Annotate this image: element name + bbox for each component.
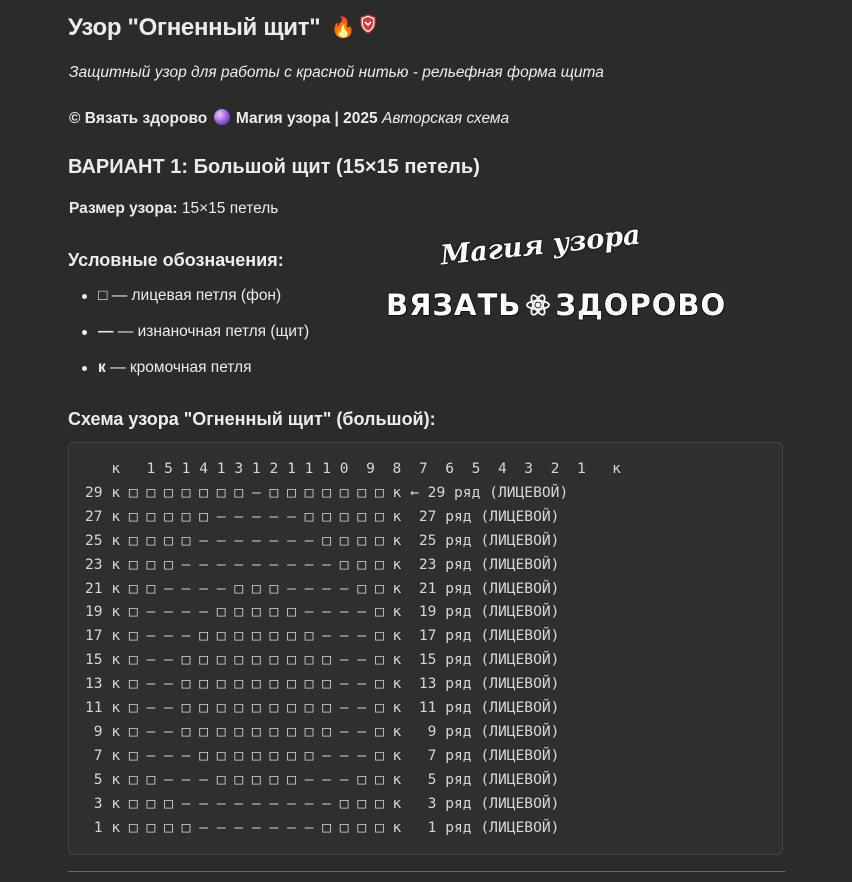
scheme-chart[interactable] [85,457,621,840]
legend-text: — изнаночная петля (щит) [117,323,310,340]
scheme-row: 1 к □ □ □ □ — — — — — — — □ □ □ □ к 1 ряд (ЛИЦЕВОЙ) [85,818,560,836]
copyright-year: Магия узора | 2025 [235,110,378,127]
scheme-row: 23 к □ □ □ — — — — — — — — — □ □ □ к 23 ряд (ЛИЦЕВОЙ) [85,555,560,573]
watermark-top-text: Магия узора [438,219,642,272]
watermark-word-right: ЗДОРОВО [555,288,727,322]
scheme-row: 27 к □ □ □ □ □ — — — — — □ □ □ □ □ к 27 ряд (ЛИЦЕВОЙ) [85,507,560,525]
scheme-row: 7 к □ — — — □ □ □ □ □ □ □ — — — □ к 7 ряд (ЛИЦЕВОЙ) [85,746,560,764]
fire-icon: 🔥 [330,17,356,39]
title-text: Узор "Огненный щит" [68,14,321,41]
scheme-row: 9 к □ — — □ □ □ □ □ □ □ □ □ — — □ к 9 ряд (ЛИЦЕВОЙ) [85,722,560,740]
legend-symbol: к [98,359,106,376]
scheme-row: 13 к □ — — □ □ □ □ □ □ □ □ □ — — □ к 13 ряд (ЛИЦЕВОЙ) [85,675,560,693]
variant-heading: ВАРИАНТ 1: Большой щит (15×15 петель) [68,156,480,178]
shield-icon [359,14,377,40]
scheme-row: 29 к □ □ □ □ □ □ □ — □ □ □ □ □ □ □ к ← 29 ряд (ЛИЦЕВОЙ) [85,483,569,501]
scheme-row: 5 к □ □ — — — □ □ □ □ □ — — — □ □ к 5 ряд (ЛИЦЕВОЙ) [85,770,560,788]
legend-item-knit [82,284,309,320]
pattern-size [69,200,278,218]
scheme-row: 3 к □ □ □ — — — — — — — — — □ □ □ к 3 ряд (ЛИЦЕВОЙ) [85,794,560,812]
legend-text: — лицевая петля (фон) [111,287,282,304]
copyright-line [69,109,509,128]
legend-list [82,284,309,392]
pattern-size-label: Размер узора: [69,200,178,217]
scheme-code-block[interactable] [68,442,783,855]
legend-item-purl [82,320,309,356]
scheme-row: 15 к □ — — □ □ □ □ □ □ □ □ □ — — □ к 15 ряд (ЛИЦЕВОЙ) [85,651,560,669]
subtitle: Защитный узор для работы с красной нитью - рельефная форма щита [69,64,604,81]
watermark-word-left: ВЯЗАТЬ [386,288,522,322]
brand-watermark [384,219,727,334]
legend-symbol: □ [98,287,108,304]
legend-text: — кромочная петля [110,359,252,376]
scheme-row: 21 к □ □ — — — — □ □ □ — — — — □ □ к 21 ряд (ЛИЦЕВОЙ) [85,579,560,597]
divider [68,871,785,872]
scheme-row: 19 к □ — — — — □ □ □ □ □ — — — — □ к 19 ряд (ЛИЦЕВОЙ) [85,603,560,621]
scheme-row: 11 к □ — — □ □ □ □ □ □ □ □ □ — — □ к 11 ряд (ЛИЦЕВОЙ) [85,699,560,717]
copyright-note: Авторская схема [381,110,510,127]
pattern-size-value: 15×15 петель [181,200,279,217]
scheme-header-row: к 1 5 1 4 1 3 1 2 1 1 1 0 9 8 7 6 5 4 3 2 1 к [85,460,621,477]
scheme-title: Схема узора "Огненный щит" (большой): [68,409,436,429]
crystal-ball-icon [214,109,230,125]
legend-title: Условные обозначения: [68,250,284,270]
page-title [68,14,377,42]
scheme-row: 25 к □ □ □ □ — — — — — — — □ □ □ □ к 25 ряд (ЛИЦЕВОЙ) [85,531,560,549]
legend-symbol: — [98,323,114,340]
atom-icon [525,292,551,318]
watermark-main-text [386,288,726,322]
legend-item-edge [82,356,309,392]
scheme-row: 17 к □ — — — □ □ □ □ □ □ □ — — — □ к 17 ряд (ЛИЦЕВОЙ) [85,627,560,645]
copyright-brand: © Вязать здорово [69,110,208,127]
